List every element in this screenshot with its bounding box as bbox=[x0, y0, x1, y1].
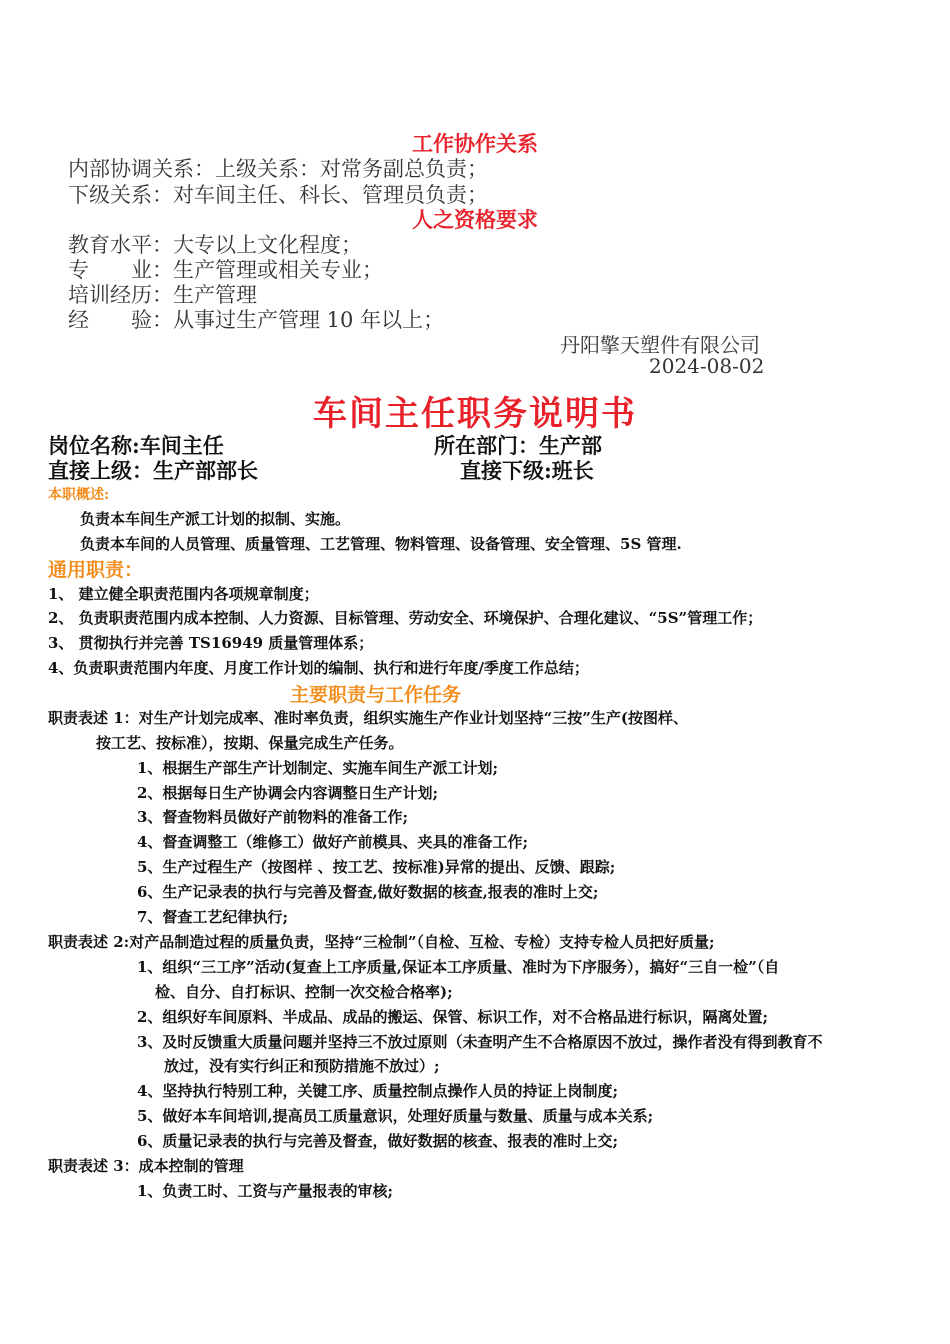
text-line: 内部协调关系：上级关系：对常务副总负责； bbox=[68, 157, 488, 181]
general-duty-item: 1、 建立健全职责范围内各项规章制度； bbox=[48, 585, 319, 603]
duty2-item: 1、组织“三工序”活动(复查上工序质量,保证本工序质量、准时为下序服务），搞好“三自一检”（自 bbox=[137, 958, 780, 976]
direct-superior: 直接上级：生产部部长 bbox=[48, 458, 258, 483]
text-line: 培训经历：生产管理 bbox=[68, 283, 257, 307]
overview-label: 本职概述: bbox=[48, 487, 110, 503]
duty1-item: 4、督查调整工（维修工）做好产前模具、夹具的准备工作; bbox=[137, 833, 528, 851]
text-line: 专 业：生产管理或相关专业； bbox=[68, 258, 383, 282]
duty2-item: 4、坚持执行特别工种，关键工序、质量控制点操作人员的持证上岗制度; bbox=[137, 1082, 618, 1100]
duty1-item: 1、根据生产部生产计划制定、实施车间生产派工计划; bbox=[137, 759, 498, 777]
duty2-item: 5、做好本车间培训,提高员工质量意识，处理好质量与数量、质量与成本关系; bbox=[137, 1107, 654, 1125]
duty1-item: 3、督查物料员做好产前物料的准备工作; bbox=[137, 808, 408, 826]
duty-statement-3: 职责表述 3：成本控制的管理 bbox=[48, 1157, 244, 1175]
overview-line: 负责本车间的人员管理、质量管理、工艺管理、物料管理、设备管理、安全管理、5S 管理. bbox=[80, 535, 682, 553]
duty2-item: 3、及时反馈重大质量问题并坚持三不放过原则（未查明产生不合格原因不放过，操作者没有得到教育不 bbox=[137, 1033, 823, 1051]
direct-subordinate: 直接下级:班长 bbox=[460, 458, 594, 483]
general-duty-item: 4、负责职责范围内年度、月度工作计划的编制、执行和进行年度/季度工作总结； bbox=[48, 659, 589, 677]
duty1-item: 2、根据每日生产协调会内容调整日生产计划; bbox=[137, 784, 438, 802]
text-line: 下级关系：对车间主任、科长、管理员负责； bbox=[68, 183, 488, 207]
document-date: 2024-08-02 bbox=[649, 354, 765, 378]
section-heading-qualifications: 人之资格要求 bbox=[412, 207, 538, 232]
duty-statement-1: 职责表述 1：对生产计划完成率、准时率负责，组织实施生产作业计划坚持“三按”生产(按图样、 bbox=[48, 709, 689, 727]
section-heading-cooperation: 工作协作关系 bbox=[412, 131, 538, 156]
duty3-item: 1、负责工时、工资与产量报表的审核; bbox=[137, 1182, 393, 1200]
department: 所在部门：生产部 bbox=[434, 433, 602, 458]
general-duties-label: 通用职责： bbox=[48, 559, 144, 581]
text-line: 教育水平：大专以上文化程度； bbox=[68, 233, 362, 257]
company-name: 丹阳擎天塑件有限公司 bbox=[560, 333, 760, 357]
general-duty-item: 2、 负责职责范围内成本控制、人力资源、目标管理、劳动安全、环境保护、合理化建议、“5S”管理工作； bbox=[48, 609, 763, 627]
position-name: 岗位名称:车间主任 bbox=[48, 433, 224, 458]
general-duty-item: 3、 贯彻执行并完善 TS16949 质量管理体系； bbox=[48, 634, 374, 652]
text-line: 经 验：从事过生产管理 10 年以上； bbox=[68, 308, 445, 332]
duty2-item-cont: 放过，没有实行纠正和预防措施不放过）; bbox=[164, 1057, 440, 1075]
duty2-item: 6、质量记录表的执行与完善及督查，做好数据的核查、报表的准时上交; bbox=[137, 1132, 618, 1150]
duty1-item: 6、生产记录表的执行与完善及督查,做好数据的核查,报表的准时上交; bbox=[137, 883, 599, 901]
duty-statement-1-cont: 按工艺、按标准），按期、保量完成生产任务。 bbox=[96, 734, 404, 752]
duty1-item: 5、生产过程生产（按图样 、按工艺、按标准)异常的提出、反馈、跟踪; bbox=[137, 858, 616, 876]
overview-line: 负责本车间生产派工计划的拟制、实施。 bbox=[80, 510, 351, 528]
duty2-item-cont: 检、自分、自打标识、控制一次交检合格率); bbox=[155, 983, 453, 1001]
duty2-item: 2、组织好车间原料、半成品、成品的搬运、保管、标识工作，对不合格品进行标识，隔离处置; bbox=[137, 1008, 768, 1026]
document-title: 车间主任职务说明书 bbox=[313, 394, 637, 434]
main-duties-heading: 主要职责与工作任务 bbox=[290, 684, 462, 706]
duty1-item: 7、督查工艺纪律执行; bbox=[137, 908, 288, 926]
duty-statement-2: 职责表述 2:对产品制造过程的质量负责，坚持“三检制”（自检、互检、专检）支持专检人员把好质量; bbox=[48, 933, 715, 951]
